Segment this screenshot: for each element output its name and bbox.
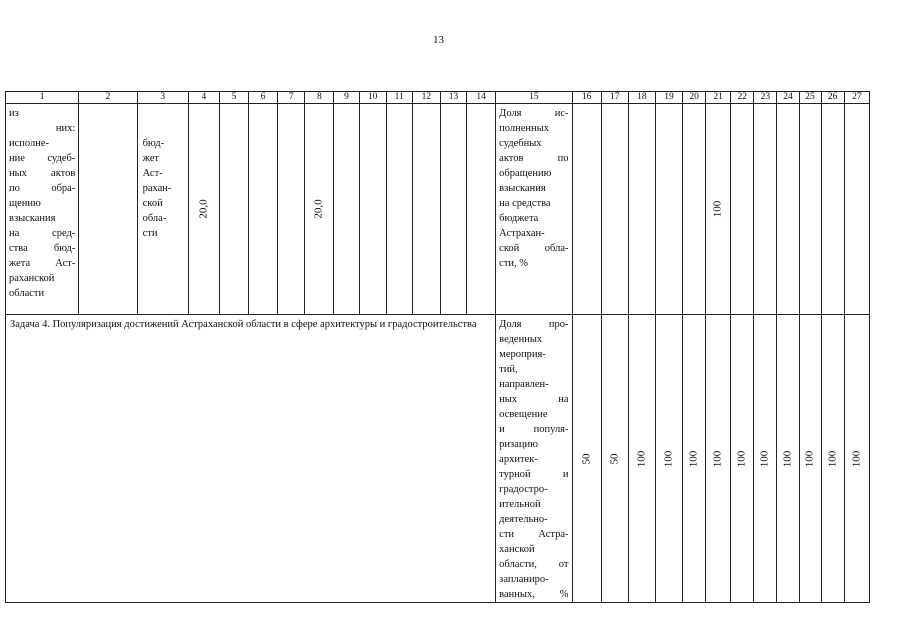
cell-line: полненных bbox=[499, 123, 549, 134]
col-number: 2 bbox=[79, 92, 137, 104]
empty-cell bbox=[655, 104, 682, 315]
col-number: 5 bbox=[219, 92, 248, 104]
empty-cell bbox=[601, 104, 628, 315]
vertical-value: 100 bbox=[758, 450, 771, 467]
empty-cell bbox=[754, 104, 777, 315]
cell-line: запланиро- bbox=[499, 574, 549, 585]
col-number: 11 bbox=[386, 92, 412, 104]
cell-line: сти, % bbox=[499, 258, 529, 269]
cell-line: ных актов bbox=[9, 168, 76, 179]
cell-line: ства бюд- bbox=[9, 243, 76, 254]
vertical-value: 100 bbox=[711, 450, 724, 467]
empty-cell bbox=[844, 104, 869, 315]
empty-cell bbox=[278, 104, 305, 315]
cell-line: Доля ис- bbox=[499, 108, 569, 119]
value-cell bbox=[655, 315, 682, 603]
vertical-value: 100 bbox=[803, 450, 816, 467]
col-number: 15 bbox=[496, 92, 572, 104]
value-cell bbox=[572, 315, 601, 603]
cell-line: жет bbox=[142, 153, 159, 164]
cell-line: взыскания bbox=[9, 213, 56, 224]
value-cell bbox=[601, 315, 628, 603]
col-number: 18 bbox=[628, 92, 655, 104]
col-number: 19 bbox=[655, 92, 682, 104]
col-number: 24 bbox=[777, 92, 799, 104]
cell-line: ние судеб- bbox=[9, 153, 76, 164]
indicator-description-cell bbox=[496, 315, 572, 603]
cell-line: ительной bbox=[499, 499, 541, 510]
cell-line: ханской bbox=[499, 544, 535, 555]
cell-line: градостро- bbox=[499, 484, 548, 495]
cell-line: освещение bbox=[499, 409, 548, 420]
cell-line: веденных bbox=[499, 334, 543, 345]
cell-line: тий, bbox=[499, 364, 518, 375]
value-cell bbox=[188, 104, 219, 315]
cell-line: ризацию bbox=[499, 439, 538, 450]
cell-line: на сред- bbox=[9, 228, 76, 239]
cell-line: щению bbox=[9, 198, 41, 209]
vertical-value: 50 bbox=[580, 453, 593, 464]
cell-line: них: bbox=[55, 123, 76, 134]
value-cell bbox=[628, 315, 655, 603]
cell-line: из bbox=[9, 108, 19, 119]
empty-cell bbox=[386, 104, 412, 315]
value-cell bbox=[844, 315, 869, 603]
cell-line: обращению bbox=[499, 168, 552, 179]
value-cell bbox=[799, 315, 821, 603]
empty-cell bbox=[731, 104, 754, 315]
col-number: 17 bbox=[601, 92, 628, 104]
vertical-value: 100 bbox=[826, 450, 839, 467]
cell-line: актов по bbox=[499, 153, 569, 164]
page-number: 13 bbox=[433, 34, 444, 46]
col-number: 21 bbox=[706, 92, 731, 104]
cell-line: архитек- bbox=[499, 454, 538, 465]
vertical-value: 100 bbox=[735, 450, 748, 467]
cell-line: области bbox=[9, 288, 45, 299]
empty-cell bbox=[572, 104, 601, 315]
cell-line: ской bbox=[142, 198, 163, 209]
col-number: 13 bbox=[440, 92, 466, 104]
cell-line: судебных bbox=[499, 138, 542, 149]
col-number: 25 bbox=[799, 92, 821, 104]
value-cell bbox=[754, 315, 777, 603]
cell-line: деятельно- bbox=[499, 514, 548, 525]
cell-line: ванных, % bbox=[499, 589, 569, 600]
cell-line: исполне- bbox=[9, 138, 50, 149]
empty-cell bbox=[79, 104, 137, 315]
vertical-value: 100 bbox=[850, 450, 863, 467]
empty-cell bbox=[467, 104, 496, 315]
col-number: 9 bbox=[334, 92, 359, 104]
empty-cell bbox=[440, 104, 466, 315]
cell-line: по обра- bbox=[9, 183, 76, 194]
value-cell bbox=[683, 315, 706, 603]
table-row bbox=[6, 104, 870, 315]
value-cell bbox=[777, 315, 799, 603]
vertical-value: 50 bbox=[608, 453, 621, 464]
column-number-row bbox=[6, 92, 870, 104]
empty-cell bbox=[219, 104, 248, 315]
cell-line: раханской bbox=[9, 273, 55, 284]
col-number: 6 bbox=[249, 92, 278, 104]
cell-line: области, от bbox=[499, 559, 569, 570]
value-cell bbox=[706, 315, 731, 603]
empty-cell bbox=[628, 104, 655, 315]
empty-cell bbox=[412, 104, 440, 315]
col-number: 4 bbox=[188, 92, 219, 104]
value-cell bbox=[731, 315, 754, 603]
col-number: 3 bbox=[137, 92, 188, 104]
cell-line: рахан- bbox=[142, 183, 172, 194]
col-number: 12 bbox=[412, 92, 440, 104]
empty-cell bbox=[334, 104, 359, 315]
cell-line: Аст- bbox=[142, 168, 163, 179]
value-cell bbox=[821, 315, 844, 603]
empty-cell bbox=[683, 104, 706, 315]
col-number: 16 bbox=[572, 92, 601, 104]
vertical-value: 20,0 bbox=[312, 199, 325, 219]
value-cell bbox=[305, 104, 334, 315]
cell-line: мероприя- bbox=[499, 349, 546, 360]
empty-cell bbox=[359, 104, 386, 315]
col-number: 20 bbox=[683, 92, 706, 104]
cell-line: сти Астра- bbox=[499, 529, 569, 540]
empty-cell bbox=[799, 104, 821, 315]
col-number: 10 bbox=[359, 92, 386, 104]
cell-line: сти bbox=[142, 228, 158, 239]
col-number: 14 bbox=[467, 92, 496, 104]
cell-line: бюджета bbox=[499, 213, 539, 224]
cell-line: ской обла- bbox=[499, 243, 569, 254]
cell-line: направлен- bbox=[499, 379, 549, 390]
vertical-value: 100 bbox=[711, 200, 724, 218]
vertical-value: 100 bbox=[662, 450, 675, 467]
cell-line: и популя- bbox=[499, 424, 569, 435]
vertical-value: 100 bbox=[781, 450, 794, 467]
col-number: 23 bbox=[754, 92, 777, 104]
indicator-table bbox=[5, 91, 870, 603]
cell-line: Астрахан- bbox=[499, 228, 545, 239]
col-number: 22 bbox=[731, 92, 754, 104]
empty-cell bbox=[249, 104, 278, 315]
vertical-value: 100 bbox=[687, 450, 700, 467]
cell-line: турной и bbox=[499, 469, 569, 480]
indicator-name-cell bbox=[6, 104, 79, 315]
col-number: 8 bbox=[305, 92, 334, 104]
col-number: 26 bbox=[821, 92, 844, 104]
empty-cell bbox=[821, 104, 844, 315]
funding-source-cell bbox=[137, 104, 188, 315]
value-cell bbox=[706, 104, 731, 315]
task-heading-cell: Задача 4. Популяризация достижений Астраханской области в сфере архитектуры и градостроительства bbox=[6, 315, 496, 603]
col-number: 7 bbox=[278, 92, 305, 104]
cell-line: обла- bbox=[142, 213, 167, 224]
cell-line: жета Аст- bbox=[9, 258, 76, 269]
cell-line: Доля про- bbox=[499, 319, 569, 330]
empty-cell bbox=[777, 104, 799, 315]
vertical-value: 100 bbox=[635, 450, 648, 467]
vertical-value: 20,0 bbox=[197, 199, 210, 219]
cell-line: ных на bbox=[499, 394, 569, 405]
col-number: 27 bbox=[844, 92, 869, 104]
col-number: 1 bbox=[6, 92, 79, 104]
cell-line: взыскания bbox=[499, 183, 546, 194]
table-row bbox=[6, 315, 870, 603]
cell-line: на средства bbox=[499, 198, 551, 209]
cell-line: бюд- bbox=[142, 138, 165, 149]
indicator-description-cell bbox=[496, 104, 572, 315]
